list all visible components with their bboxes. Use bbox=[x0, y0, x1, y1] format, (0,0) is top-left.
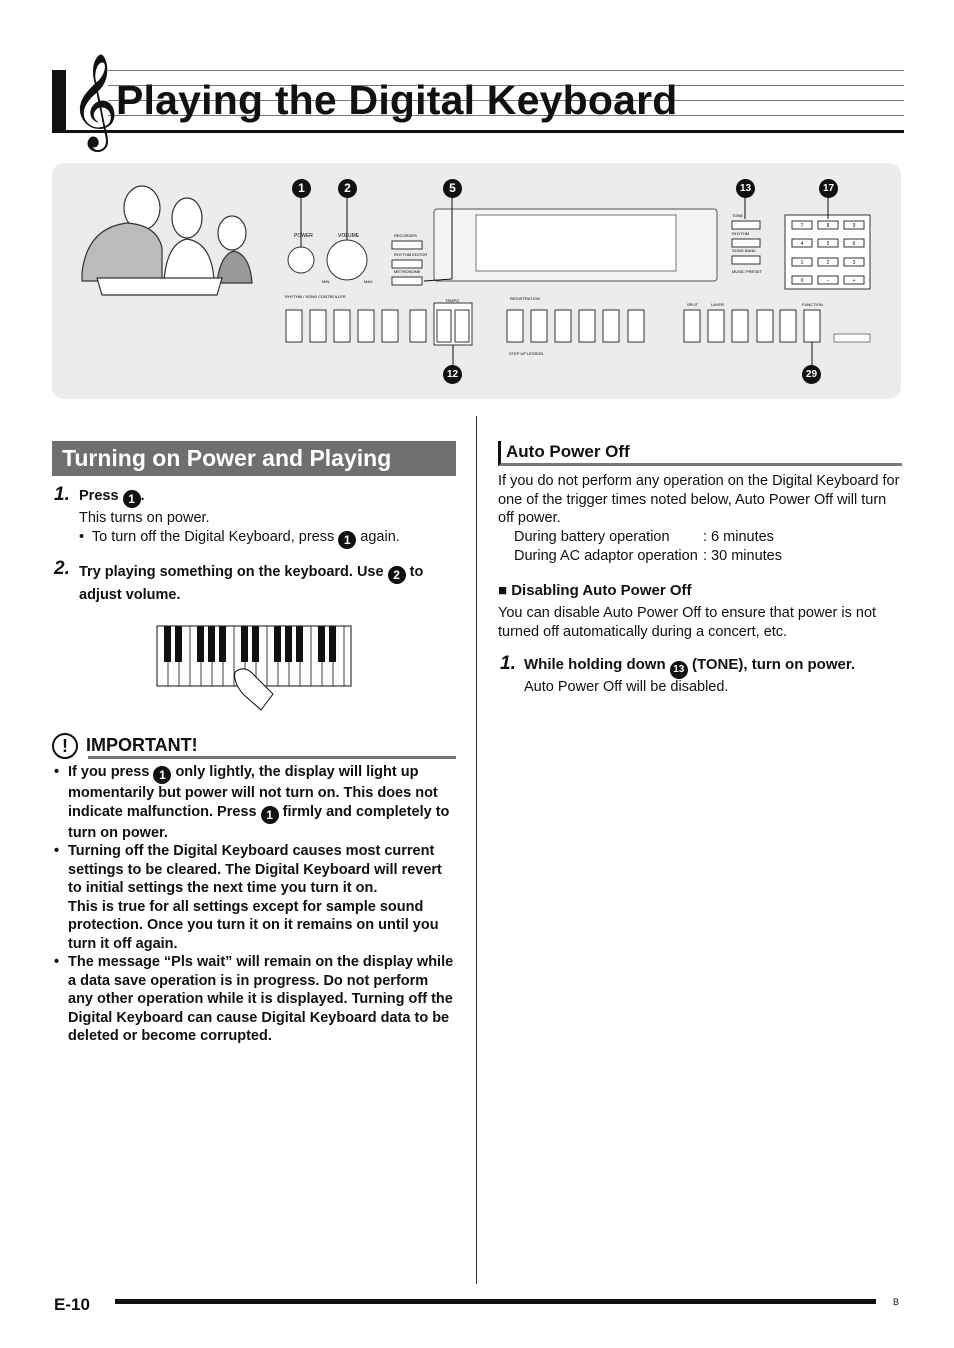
keyboard-panel-figure bbox=[52, 163, 901, 399]
step-1-bullet: • To turn off the Digital Keyboard, press 1 again. bbox=[79, 529, 400, 547]
callout-17: 17 bbox=[819, 179, 838, 198]
trigger-row-value: : 30 minutes bbox=[703, 548, 782, 564]
svg-text:MAX: MAX bbox=[364, 279, 373, 284]
svg-text:−: − bbox=[826, 278, 830, 284]
svg-text:TEMPO: TEMPO bbox=[445, 298, 460, 303]
svg-text:RHYTHM / SONG CONTROLLER: RHYTHM / SONG CONTROLLER bbox=[285, 294, 346, 299]
staff-line bbox=[108, 70, 904, 71]
step-1-text: Press 1 . bbox=[79, 488, 145, 506]
step-number: 1. bbox=[500, 653, 516, 674]
svg-text:TONE: TONE bbox=[732, 213, 744, 218]
important-label: IMPORTANT! bbox=[86, 735, 198, 755]
svg-text:+: + bbox=[852, 278, 856, 284]
step-1-detail: This turns on power. bbox=[79, 510, 210, 526]
svg-text:RECORDER: RECORDER bbox=[394, 233, 417, 238]
svg-text:8: 8 bbox=[826, 223, 830, 229]
svg-text:FUNCTION: FUNCTION bbox=[802, 302, 823, 307]
svg-text:7: 7 bbox=[800, 223, 804, 229]
list-item: • Turning off the Digital Keyboard causes most current settings to be cleared. The Digital Keyboard will revert to initial settings the next time you turn it on. This is true for all settings except for sample sound protection. Once you turn it on it remains on until you turn it off again. bbox=[52, 842, 456, 953]
svg-text:REGISTRATION: REGISTRATION bbox=[510, 296, 540, 301]
list-item: • The message “Pls wait” will remain on the display while a data save operation is in progress. Do not perform any other operation while it is displayed. Turning off the Digital Keyboard can cause Digital Keyboard data to be deleted or become corrupted. bbox=[52, 953, 456, 1046]
callout-5: 5 bbox=[443, 179, 462, 198]
footer-rule bbox=[115, 1299, 876, 1304]
page-number: E-10 bbox=[54, 1295, 90, 1314]
column-divider bbox=[476, 416, 477, 1284]
ref-badge: 1 bbox=[123, 490, 141, 508]
svg-text:RHYTHM EDITOR: RHYTHM EDITOR bbox=[394, 252, 428, 257]
callout-2: 2 bbox=[338, 179, 357, 198]
callout-29: 29 bbox=[802, 365, 821, 384]
callout-1: 1 bbox=[292, 179, 311, 198]
step-2-text: Try playing something on the keyboard. Use 2 to adjust volume. bbox=[79, 564, 424, 603]
ref-badge: 13 bbox=[670, 661, 688, 679]
section-heading: Turning on Power and Playing bbox=[52, 441, 456, 476]
svg-text:0: 0 bbox=[800, 278, 804, 284]
callout-12: 12 bbox=[443, 365, 462, 384]
svg-text:POWER: POWER bbox=[294, 233, 313, 239]
svg-text:STEP UP LESSON: STEP UP LESSON bbox=[509, 351, 544, 356]
svg-text:SONG BANK: SONG BANK bbox=[732, 248, 756, 253]
title-underline bbox=[52, 130, 904, 133]
svg-text:5: 5 bbox=[826, 241, 830, 247]
volume-knob bbox=[327, 240, 367, 280]
footer-code: B bbox=[893, 1297, 900, 1307]
ref-badge: 1 bbox=[338, 531, 356, 549]
step-number: 2. bbox=[54, 558, 70, 579]
page-title: Playing the Digital Keyboard bbox=[116, 77, 678, 123]
svg-text:SPLIT: SPLIT bbox=[687, 302, 699, 307]
svg-text:1: 1 bbox=[800, 260, 804, 266]
svg-text:3: 3 bbox=[852, 260, 856, 266]
svg-text:MIN: MIN bbox=[322, 279, 330, 284]
svg-text:4: 4 bbox=[800, 241, 804, 247]
trigger-row-label: During battery operation bbox=[514, 529, 670, 545]
intro-text: If you do not perform any operation on the Digital Keyboard for one of the trigger times noted below, Auto Power Off will turn off power. bbox=[498, 473, 900, 526]
svg-text:RHYTHM: RHYTHM bbox=[732, 231, 750, 236]
svg-text:LAYER: LAYER bbox=[711, 302, 724, 307]
warning-icon: ! bbox=[52, 733, 78, 759]
svg-text:MUSIC PRESET: MUSIC PRESET bbox=[732, 269, 763, 274]
disable-step-note: Auto Power Off will be disabled. bbox=[524, 679, 729, 695]
svg-text:METRONOME: METRONOME bbox=[394, 269, 421, 274]
trigger-row-label: During AC adaptor operation bbox=[514, 548, 698, 564]
disable-step-text: While holding down 13 (TONE), turn on power. bbox=[524, 656, 855, 679]
callout-13: 13 bbox=[736, 179, 755, 198]
step-number: 1. bbox=[54, 484, 70, 505]
list-item: • If you press 1 only lightly, the display will light up momentarily but power will not turn on. This does not indicate malfunction. Press 1 firmly and completely to turn on power. bbox=[52, 763, 456, 842]
svg-text:9: 9 bbox=[852, 223, 856, 229]
important-rule bbox=[88, 756, 456, 759]
disabling-text: You can disable Auto Power Off to ensure that power is not turned off automatically during a concert, etc. bbox=[498, 605, 877, 640]
ref-badge: 2 bbox=[388, 566, 406, 584]
people-illustration bbox=[82, 186, 252, 295]
subsection-heading: Auto Power Off bbox=[498, 441, 902, 466]
power-button bbox=[288, 247, 314, 273]
svg-text:VOLUME: VOLUME bbox=[338, 233, 360, 239]
keyboard-panel-illustration bbox=[52, 163, 901, 399]
keyboard-hand-illustration bbox=[155, 624, 355, 714]
important-list bbox=[52, 763, 456, 1046]
svg-text:6: 6 bbox=[852, 241, 856, 247]
treble-clef-icon: 𝄞 bbox=[70, 53, 119, 148]
title-bar bbox=[52, 70, 66, 132]
ref-badge: 1 bbox=[261, 806, 279, 824]
trigger-row-value: : 6 minutes bbox=[703, 529, 774, 545]
disabling-heading: ■ Disabling Auto Power Off bbox=[498, 582, 692, 599]
svg-text:2: 2 bbox=[826, 260, 830, 266]
ref-badge: 1 bbox=[153, 766, 171, 784]
